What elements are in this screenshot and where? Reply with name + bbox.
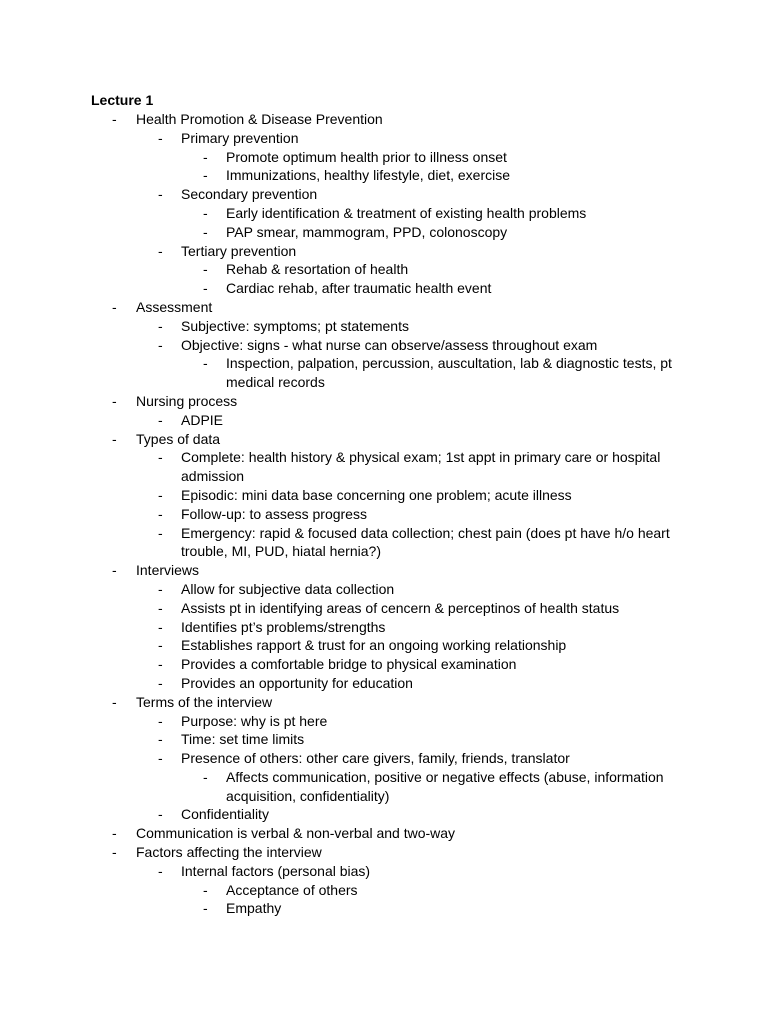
- list-item-text: Early identification & treatment of existing health problems: [226, 204, 587, 221]
- list-item: [0, 242, 768, 261]
- bullet-dash: -: [203, 167, 208, 184]
- list-item-text: Follow-up: to assess progress: [181, 505, 367, 522]
- list-item: [0, 899, 768, 918]
- list-item-text: Rehab & resortation of health: [226, 261, 409, 278]
- list-item-text: Presence of others: other care givers, family, friends, translator: [181, 750, 570, 767]
- list-item-text: Tertiary prevention: [181, 242, 297, 259]
- list-item: [0, 636, 768, 655]
- bullet-dash: -: [158, 449, 163, 466]
- list-item: [0, 336, 768, 355]
- lecture-title: Lecture 1: [91, 92, 154, 108]
- list-item: [0, 486, 768, 505]
- list-item: [0, 599, 768, 618]
- bullet-dash: -: [158, 505, 163, 522]
- list-item-text: Time: set time limits: [181, 731, 305, 748]
- list-item-continuation: [0, 467, 768, 486]
- bullet-dash: -: [158, 618, 163, 635]
- bullet-dash: -: [112, 825, 117, 842]
- bullet-dash: -: [203, 223, 208, 240]
- bullet-dash: -: [112, 693, 117, 710]
- list-item-text: Assists pt in identifying areas of cencern & perceptinos of health status: [181, 599, 620, 616]
- list-item: [0, 185, 768, 204]
- list-item-text: trouble, MI, PUD, hiatal hernia?): [181, 543, 381, 560]
- list-item-text: Provides a comfortable bridge to physical examination: [181, 656, 517, 673]
- list-item-text: Objective: signs - what nurse can observe/assess throughout exam: [181, 336, 598, 353]
- list-item: [0, 298, 768, 317]
- list-item-text: Subjective: symptoms; pt statements: [181, 317, 409, 334]
- bullet-dash: -: [112, 562, 117, 579]
- bullet-dash: -: [158, 656, 163, 673]
- bullet-dash: -: [158, 411, 163, 428]
- bullet-dash: -: [203, 261, 208, 278]
- list-item: [0, 260, 768, 279]
- bullet-dash: -: [158, 712, 163, 729]
- list-item-text: Allow for subjective data collection: [181, 580, 395, 597]
- bullet-dash: -: [112, 844, 117, 861]
- bullet-list: [0, 110, 768, 918]
- list-item-text: Communication is verbal & non-verbal and two-way: [136, 825, 456, 842]
- list-item: [0, 129, 768, 148]
- list-item: [0, 730, 768, 749]
- bullet-dash: -: [158, 580, 163, 597]
- list-item-continuation: [0, 542, 768, 561]
- list-item-text: Immunizations, healthy lifestyle, diet, exercise: [226, 167, 511, 184]
- list-item-text: Promote optimum health prior to illness onset: [226, 148, 507, 165]
- list-item: [0, 805, 768, 824]
- bullet-dash: -: [158, 317, 163, 334]
- list-item-text: Interviews: [136, 562, 200, 579]
- bullet-dash: -: [112, 111, 117, 127]
- list-item-text: PAP smear, mammogram, PPD, colonoscopy: [226, 223, 508, 240]
- list-item: [0, 843, 768, 862]
- bullet-dash: -: [158, 637, 163, 654]
- list-item: [0, 279, 768, 298]
- bullet-dash: -: [158, 129, 163, 146]
- bullet-dash: -: [158, 862, 163, 879]
- list-item: [0, 430, 768, 449]
- list-item-text: Factors affecting the interview: [136, 844, 322, 861]
- list-item: [0, 317, 768, 336]
- list-item-text: Acceptance of others: [226, 881, 358, 898]
- list-item-text: Complete: health history & physical exam; 1st appt in primary care or hospital: [181, 449, 661, 466]
- list-item: [0, 580, 768, 599]
- list-item: [0, 881, 768, 900]
- bullet-dash: -: [158, 599, 163, 616]
- list-item-text: Types of data: [136, 430, 221, 447]
- list-item-text: Affects communication, positive or negative effects (abuse, information: [226, 768, 664, 785]
- list-item: [0, 411, 768, 430]
- bullet-dash: -: [203, 355, 208, 372]
- list-item-text: Health Promotion & Disease Prevention: [136, 111, 383, 127]
- bullet-dash: -: [158, 486, 163, 503]
- list-item: [0, 448, 768, 467]
- bullet-dash: -: [158, 731, 163, 748]
- list-item: [0, 768, 768, 787]
- list-item-text: Confidentiality: [181, 806, 269, 823]
- list-item: [0, 655, 768, 674]
- list-item-text: Internal factors (personal bias): [181, 862, 371, 879]
- list-item-text: Emergency: rapid & focused data collection; chest pain (does pt have h/o heart: [181, 524, 670, 541]
- bullet-dash: -: [158, 806, 163, 823]
- list-item-text: Primary prevention: [181, 129, 299, 146]
- bullet-dash: -: [203, 900, 208, 917]
- list-item: [0, 618, 768, 637]
- list-item-text: admission: [181, 468, 245, 485]
- bullet-dash: -: [158, 524, 163, 541]
- list-item: [0, 223, 768, 242]
- list-item-text: Provides an opportunity for education: [181, 674, 413, 691]
- list-item-text: Identifies pt’s problems/strengths: [181, 618, 386, 635]
- list-item-text: Nursing process: [136, 392, 238, 409]
- list-item-text: Episodic: mini data base concerning one problem; acute illness: [181, 486, 572, 503]
- list-item-text: Empathy: [226, 900, 282, 917]
- bullet-dash: -: [158, 336, 163, 353]
- list-item-continuation: [0, 373, 768, 392]
- bullet-dash: -: [203, 280, 208, 297]
- list-item: [0, 561, 768, 580]
- bullet-dash: -: [158, 242, 163, 259]
- list-item: [0, 674, 768, 693]
- list-item-text: Purpose: why is pt here: [181, 712, 328, 729]
- bullet-dash: -: [203, 148, 208, 165]
- bullet-dash: -: [112, 298, 117, 315]
- bullet-dash: -: [112, 430, 117, 447]
- list-item: [0, 354, 768, 373]
- list-item-text: Cardiac rehab, after traumatic health event: [226, 280, 492, 297]
- list-item: [0, 862, 768, 881]
- list-item: [0, 749, 768, 768]
- bullet-dash: -: [203, 204, 208, 221]
- list-item-text: Secondary prevention: [181, 186, 318, 203]
- bullet-dash: -: [203, 881, 208, 898]
- list-item: [0, 148, 768, 167]
- list-item-text: medical records: [226, 374, 325, 391]
- list-item: [0, 824, 768, 843]
- list-item-continuation: [0, 787, 768, 806]
- bullet-dash: -: [158, 186, 163, 203]
- list-item: [0, 693, 768, 712]
- list-item-text: Establishes rapport & trust for an ongoing working relationship: [181, 637, 567, 654]
- list-item: [0, 392, 768, 411]
- list-item-text: ADPIE: [181, 411, 224, 428]
- bullet-dash: -: [112, 392, 117, 409]
- list-item: [0, 712, 768, 731]
- list-item-text: Inspection, palpation, percussion, auscultation, lab & diagnostic tests, pt: [226, 355, 672, 372]
- list-item-text: Terms of the interview: [136, 693, 273, 710]
- list-item: [0, 524, 768, 543]
- list-item: [0, 204, 768, 223]
- list-item-text: acquisition, confidentiality): [226, 787, 390, 804]
- bullet-dash: -: [203, 768, 208, 785]
- list-item-text: Assessment: [136, 298, 213, 315]
- bullet-dash: -: [158, 750, 163, 767]
- list-item: [0, 166, 768, 185]
- list-item: [0, 110, 768, 129]
- bullet-dash: -: [158, 674, 163, 691]
- list-item: [0, 505, 768, 524]
